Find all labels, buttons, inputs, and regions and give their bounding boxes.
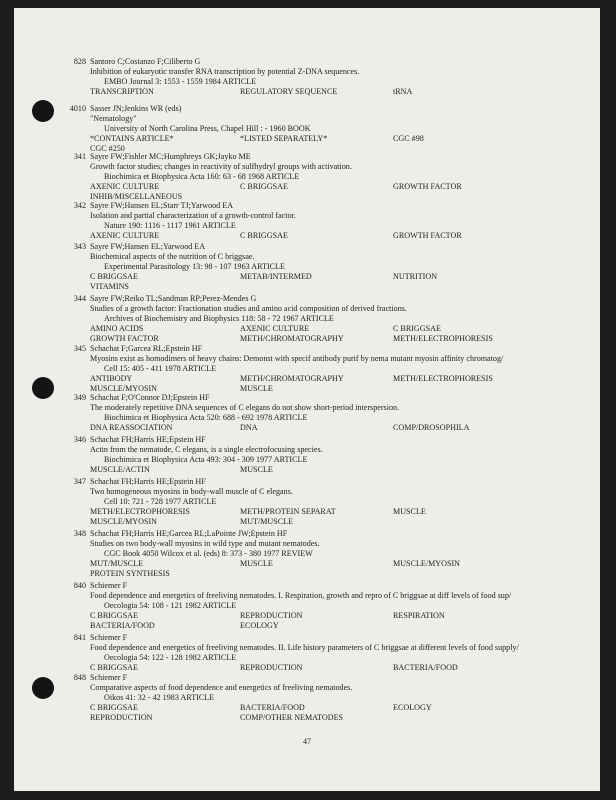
entry-body [90, 104, 590, 154]
keyword: C BRIGGSAE [240, 231, 288, 240]
keyword: AXENIC CULTURE [240, 324, 310, 333]
entry-title: Biochemical aspects of the nutrition of C briggsae. [90, 252, 255, 261]
keyword: AXENIC CULTURE [90, 231, 160, 240]
entry-authors: Schachat FH;Harris HE;Epstein HF [90, 477, 206, 486]
keyword-row [90, 663, 590, 673]
keyword: MUSCLE [240, 559, 273, 568]
keyword: C BRIGGSAE [90, 703, 138, 712]
keyword: ANTIBODY [90, 374, 133, 383]
entry-source: Cell 15: 405 - 411 1978 ARTICLE [104, 364, 217, 373]
entry-number: 341 [73, 152, 86, 161]
entry-number: 342 [73, 201, 86, 210]
entry-title: The moderately repetitive DNA sequences of C elegans do not show short-period interspersion. [90, 403, 400, 412]
entry-number: 347 [73, 477, 86, 486]
keyword-row [90, 621, 590, 631]
keyword: PROTEIN SYNTHESIS [90, 569, 170, 578]
keyword-row [90, 703, 590, 713]
entry-number: 349 [73, 393, 86, 402]
entry-body [90, 201, 590, 241]
entry-number: 828 [73, 57, 86, 66]
keyword: METH/ELECTROPHORESIS [393, 374, 493, 383]
entry-title: Food dependence and energetics of freeliving nematodes. I. Respiration, growth and repro of C briggsae at diff levels of food sup/ [90, 591, 512, 600]
entry-source: Oecologia 54: 122 - 128 1982 ARTICLE [104, 653, 237, 662]
entry-number: 841 [73, 633, 86, 642]
keyword: BACTERIA/FOOD [240, 703, 305, 712]
entry-authors: Schiemer F [90, 581, 128, 590]
entry-source: Archives of Biochemistry and Biophysics 118: 58 - 72 1967 ARTICLE [104, 314, 334, 323]
entry-number: 344 [73, 294, 86, 303]
keyword: MUT/MUSCLE [240, 517, 294, 526]
keyword-row [90, 507, 590, 517]
keyword-row [90, 134, 590, 144]
keyword-row [90, 231, 590, 241]
entry-authors: Schachat F;Garcea RL;Epstein HF [90, 344, 203, 353]
keyword: C BRIGGSAE [90, 611, 138, 620]
keyword: MUSCLE/MYOSIN [90, 517, 158, 526]
keyword-row [90, 559, 590, 569]
entry-body [90, 435, 590, 475]
keyword: CGC #98 [393, 134, 424, 143]
keyword: AMINO ACIDS [90, 324, 144, 333]
keyword: MUSCLE [393, 507, 426, 516]
entry-authors: Schachat FH;Harris HE;Garcea RL;LaPointe JW;Epstein HF [90, 529, 288, 538]
keyword: NUTRITION [393, 272, 438, 281]
keyword: GROWTH FACTOR [393, 182, 462, 191]
keyword-row [90, 611, 590, 621]
keyword: AXENIC CULTURE [90, 182, 160, 191]
entry-authors: Sayre FW;Fishler MC;Humphreys GK;Jayko ME [90, 152, 251, 161]
page-number: 47 [302, 737, 312, 746]
keyword: *LISTED SEPARATELY* [240, 134, 328, 143]
entry-number: 840 [73, 581, 86, 590]
keyword: ECOLOGY [240, 621, 279, 630]
entry-authors: Schachat FH;Harris HE;Epstein HF [90, 435, 206, 444]
entry-source: CGC Book 4050 Wilcox et al. (eds) 8: 373 - 380 1977 REVIEW [104, 549, 313, 558]
entry-title: Growth factor studies; changes in reactivity of sulfhydryl groups with activation. [90, 162, 352, 171]
keyword-row [90, 87, 590, 97]
entry-authors: Schachat F;O'Connor DJ;Epstein HF [90, 393, 210, 402]
entry-source: University of North Carolina Press, Chapel Hill : - 1960 BOOK [104, 124, 311, 133]
keyword: MUSCLE [240, 384, 273, 393]
entry-body [90, 529, 590, 579]
entry-number: 4010 [69, 104, 86, 113]
keyword: C BRIGGSAE [393, 324, 441, 333]
entry-title: Actin from the nematode, C elegans, is a single electrofocusing species. [90, 445, 323, 454]
entry-title: Studies on two body-wall myosins in wild type and mutant nematodes. [90, 539, 320, 548]
keyword: MUSCLE/MYOSIN [393, 559, 461, 568]
entry-source: Cell 10: 721 - 728 1977 ARTICLE [104, 497, 217, 506]
keyword-row [90, 272, 590, 282]
entry-title: Comparative aspects of food dependence and energetics of freeliving nematodes. [90, 683, 353, 692]
keyword: COMP/DROSOPHILA [393, 423, 470, 432]
entry-body [90, 242, 590, 292]
keyword: *CONTAINS ARTICLE* [90, 134, 174, 143]
keyword: C BRIGGSAE [90, 663, 138, 672]
entry-source: EMBO Journal 3: 1553 - 1559 1984 ARTICLE [104, 77, 257, 86]
entry-body [90, 633, 590, 673]
keyword: MUSCLE/ACTIN [90, 465, 150, 474]
keyword: METH/CHROMATOGRAPHY [240, 374, 344, 383]
keyword: GROWTH FACTOR [90, 334, 159, 343]
keyword-row [90, 569, 590, 579]
entry-number: 348 [73, 529, 86, 538]
entry-number: 345 [73, 344, 86, 353]
keyword-row [90, 517, 590, 527]
entry-authors: Santoro C;Costanzo F;Ciliberto G [90, 57, 201, 66]
keyword: METH/PROTEIN SEPARAT [240, 507, 336, 516]
entry-body [90, 294, 590, 344]
keyword: METH/CHROMATOGRAPHY [240, 334, 344, 343]
keyword-row [90, 713, 590, 723]
keyword-row [90, 282, 590, 292]
keyword: MUSCLE [240, 465, 273, 474]
keyword: BACTERIA/FOOD [90, 621, 155, 630]
keyword: METH/ELECTROPHORESIS [393, 334, 493, 343]
keyword: C BRIGGSAE [240, 182, 288, 191]
keyword: REPRODUCTION [240, 611, 303, 620]
entry-title: Myosins exist as homodimers of heavy chains: Demonst with specif antibody purif by nema mutant myosin affinity chromatog/ [90, 354, 504, 363]
keyword: COMP/OTHER NEMATODES [240, 713, 344, 722]
entry-source: Biochimica et Biophysica Acta 520: 688 - 692 1978 ARTICLE [104, 413, 308, 422]
keyword: INHIB/MISCELLANEOUS [90, 192, 183, 201]
entry-number: 848 [73, 673, 86, 682]
keyword: CGC #250 [90, 144, 125, 153]
entry-title: Studies of a growth factor: Fractionation studies and amino acid composition of derived fractions. [90, 304, 407, 313]
keyword: BACTERIA/FOOD [393, 663, 458, 672]
entry-title: Inhibition of eukaryotic transfer RNA transcription by potential Z-DNA sequences. [90, 67, 360, 76]
keyword: ECOLOGY [393, 703, 432, 712]
keyword: DNA [240, 423, 258, 432]
entry-authors: Sasser JN;Jenkins WR (eds) [90, 104, 182, 113]
entry-source: Oikos 41: 32 - 42 1983 ARTICLE [104, 693, 215, 702]
entry-body [90, 57, 590, 97]
entry-authors: Sayre FW;Hansen EL;Starr TJ;Yarwood EA [90, 201, 234, 210]
entry-body [90, 344, 590, 394]
entry-body [90, 581, 590, 631]
entry-title: Isolation and partial characterization of a growth-control factor. [90, 211, 296, 220]
keyword: REGULATORY SEQUENCE [240, 87, 338, 96]
keyword: GROWTH FACTOR [393, 231, 462, 240]
keyword: tRNA [393, 87, 413, 96]
entry-body [90, 477, 590, 527]
entry-title: Two homogeneous myosins in body-wall muscle of C elegans. [90, 487, 293, 496]
entry-authors: Sayre FW;Reiko TL;Sandman RP;Perez-Mendes G [90, 294, 257, 303]
entry-source: Experimental Parasitology 13: 98 - 107 1963 ARTICLE [104, 262, 285, 271]
keyword: REPRODUCTION [90, 713, 153, 722]
entry-source: Biochimica et Biophysica Acta 160: 63 - 68 1968 ARTICLE [104, 172, 300, 181]
entry-number: 343 [73, 242, 86, 251]
entry-authors: Schiemer F [90, 633, 128, 642]
keyword: VITAMINS [90, 282, 129, 291]
entry-body [90, 152, 590, 202]
document-page [14, 8, 600, 791]
entry-authors: Schiemer F [90, 673, 128, 682]
keyword: RESPIRATION [393, 611, 445, 620]
keyword: C BRIGGSAE [90, 272, 138, 281]
keyword: METAB/INTERMED [240, 272, 312, 281]
keyword-row [90, 374, 590, 384]
keyword-row [90, 465, 590, 475]
keyword: TRANSCRIPTION [90, 87, 154, 96]
entry-authors: Sayre FW;Hansen EL;Yarwood EA [90, 242, 206, 251]
entry-body [90, 393, 590, 433]
keyword: REPRODUCTION [240, 663, 303, 672]
entry-title: "Nematology" [90, 114, 137, 123]
keyword: METH/ELECTROPHORESIS [90, 507, 190, 516]
entry-source: Nature 190: 1116 - 1117 1961 ARTICLE [104, 221, 236, 230]
keyword-row [90, 324, 590, 334]
entry-source: Oecologia 54: 108 - 121 1982 ARTICLE [104, 601, 237, 610]
keyword-row [90, 423, 590, 433]
entry-source: Biochimica et Biophysica Acta 493: 304 - 309 1977 ARTICLE [104, 455, 308, 464]
keyword: DNA REASSOCIATION [90, 423, 173, 432]
keyword: MUT/MUSCLE [90, 559, 144, 568]
keyword: MUSCLE/MYOSIN [90, 384, 158, 393]
entry-body [90, 673, 590, 723]
entry-number: 346 [73, 435, 86, 444]
keyword-row [90, 334, 590, 344]
keyword-row [90, 182, 590, 192]
entry-title: Food dependence and energetics of freeliving nematodes. II. Life history parameters of C briggsae at different levels of food supply/ [90, 643, 519, 652]
